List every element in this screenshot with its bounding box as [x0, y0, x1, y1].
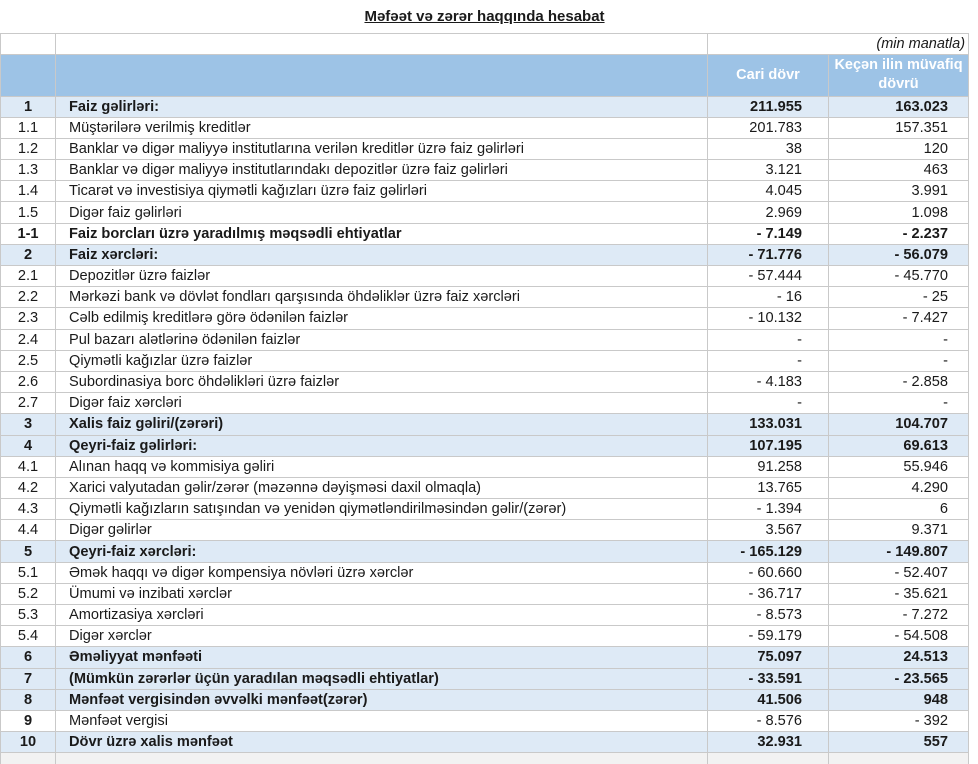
current-value-cell: 91.258 [708, 456, 829, 477]
previous-value-cell: - 2.858 [829, 371, 969, 392]
previous-value-cell: - 54.508 [829, 626, 969, 647]
unit-row [1, 33, 969, 54]
previous-value-cell: - 52.407 [829, 562, 969, 583]
row-number-cell: 2.5 [1, 350, 56, 371]
row-number-cell: 1-1 [1, 223, 56, 244]
row-label-cell: Depozitlər üzrə faizlər [56, 266, 708, 287]
row-label-cell: Müştərilərə verilmiş kreditlər [56, 117, 708, 138]
previous-value-cell: 104.707 [829, 414, 969, 435]
current-value-cell: - 71.776 [708, 244, 829, 265]
row-label-cell: Faiz gəlirləri: [56, 96, 708, 117]
row-number-cell: 5 [1, 541, 56, 562]
row-label-cell: Mənfəət vergisindən əvvəlki mənfəət(zərər) [56, 689, 708, 710]
table-row [1, 668, 969, 689]
row-number-cell: 4.1 [1, 456, 56, 477]
row-number-cell: 1 [1, 96, 56, 117]
table-row [1, 499, 969, 520]
previous-value-cell: - 45.770 [829, 266, 969, 287]
table-row [1, 541, 969, 562]
unit-row-number-cell [1, 33, 56, 54]
footer-label-cell [56, 753, 708, 764]
row-label-cell: Alınan haqq və kommisiya gəliri [56, 456, 708, 477]
table-row [1, 244, 969, 265]
table-row [1, 117, 969, 138]
previous-value-cell: 4.290 [829, 477, 969, 498]
current-value-cell: - 4.183 [708, 371, 829, 392]
current-value-cell: - [708, 329, 829, 350]
previous-value-cell: 24.513 [829, 647, 969, 668]
current-value-cell: - [708, 350, 829, 371]
current-value-cell: 107.195 [708, 435, 829, 456]
row-label-cell: Ticarət və investisiya qiymətli kağızları üzrə faiz gəlirləri [56, 181, 708, 202]
footer-previous-cell [829, 753, 969, 764]
previous-value-cell: 157.351 [829, 117, 969, 138]
row-number-cell: 2.6 [1, 371, 56, 392]
row-label-cell: Xarici valyutadan gəlir/zərər (məzənnə dəyişməsi daxil olmaqla) [56, 477, 708, 498]
previous-value-cell: 120 [829, 138, 969, 159]
row-number-cell: 1.1 [1, 117, 56, 138]
row-number-cell: 1.3 [1, 160, 56, 181]
previous-value-cell: - 7.272 [829, 605, 969, 626]
current-value-cell: - 165.129 [708, 541, 829, 562]
row-number-cell: 2.3 [1, 308, 56, 329]
row-number-cell: 1.5 [1, 202, 56, 223]
current-value-cell: 38 [708, 138, 829, 159]
table-row [1, 308, 969, 329]
previous-value-cell: 463 [829, 160, 969, 181]
previous-value-cell: - 392 [829, 710, 969, 731]
current-value-cell: 3.121 [708, 160, 829, 181]
table-row [1, 266, 969, 287]
row-label-cell: Banklar və digər maliyyə institutlarına verilən kreditlər üzrə faiz gəlirləri [56, 138, 708, 159]
unit-note: (min manatla) [708, 33, 969, 54]
table-header-row [1, 54, 969, 96]
table-row [1, 329, 969, 350]
unit-row-label-cell [56, 33, 708, 54]
previous-value-cell: 6 [829, 499, 969, 520]
table-row [1, 287, 969, 308]
current-value-cell: 201.783 [708, 117, 829, 138]
previous-value-cell: 1.098 [829, 202, 969, 223]
previous-value-cell: 55.946 [829, 456, 969, 477]
current-value-cell: - 8.573 [708, 605, 829, 626]
table-row [1, 393, 969, 414]
current-value-cell: 3.567 [708, 520, 829, 541]
previous-value-cell: 948 [829, 689, 969, 710]
row-label-cell: Qeyri-faiz gəlirləri: [56, 435, 708, 456]
table-row [1, 562, 969, 583]
previous-value-cell: 557 [829, 732, 969, 753]
current-value-cell: 211.955 [708, 96, 829, 117]
table-row [1, 160, 969, 181]
table-row [1, 605, 969, 626]
row-label-cell: Dövr üzrə xalis mənfəət [56, 732, 708, 753]
row-label-cell: Xalis faiz gəliri/(zərəri) [56, 414, 708, 435]
row-number-cell: 2.1 [1, 266, 56, 287]
row-label-cell: Qiymətli kağızlar üzrə faizlər [56, 350, 708, 371]
table-row [1, 223, 969, 244]
current-value-cell: - 10.132 [708, 308, 829, 329]
table-row [1, 350, 969, 371]
empty-footer-row [1, 753, 969, 764]
row-number-cell: 2.2 [1, 287, 56, 308]
previous-value-cell: - 149.807 [829, 541, 969, 562]
row-number-cell: 1.4 [1, 181, 56, 202]
table-row [1, 138, 969, 159]
row-label-cell: Əməliyyat mənfəəti [56, 647, 708, 668]
row-label-cell: Cəlb edilmiş kreditlərə görə ödənilən faizlər [56, 308, 708, 329]
header-current-period: Cari dövr [708, 54, 829, 96]
header-number-cell [1, 54, 56, 96]
previous-value-cell: - 56.079 [829, 244, 969, 265]
previous-value-cell: - [829, 350, 969, 371]
current-value-cell: - 8.576 [708, 710, 829, 731]
table-row [1, 626, 969, 647]
table-row [1, 732, 969, 753]
row-label-cell: Mərkəzi bank və dövlət fondları qarşısında öhdəliklər üzrə faiz xərcləri [56, 287, 708, 308]
table-row [1, 371, 969, 392]
current-value-cell: - 36.717 [708, 583, 829, 604]
row-number-cell: 2.4 [1, 329, 56, 350]
current-value-cell: 41.506 [708, 689, 829, 710]
previous-value-cell: - [829, 329, 969, 350]
title-row [1, 0, 969, 33]
table-row [1, 689, 969, 710]
row-number-cell: 3 [1, 414, 56, 435]
row-label-cell: Mənfəət vergisi [56, 710, 708, 731]
previous-value-cell: - 25 [829, 287, 969, 308]
previous-value-cell: 9.371 [829, 520, 969, 541]
row-number-cell: 9 [1, 710, 56, 731]
current-value-cell: - 1.394 [708, 499, 829, 520]
row-number-cell: 2.7 [1, 393, 56, 414]
current-value-cell: 4.045 [708, 181, 829, 202]
current-value-cell: - 59.179 [708, 626, 829, 647]
table-row [1, 583, 969, 604]
row-label-cell: Banklar və digər maliyyə institutlarındakı depozitlər üzrə faiz gəlirləri [56, 160, 708, 181]
row-number-cell: 8 [1, 689, 56, 710]
row-label-cell: Əmək haqqı və digər kompensiya növləri üzrə xərclər [56, 562, 708, 583]
row-number-cell: 5.1 [1, 562, 56, 583]
current-value-cell: 13.765 [708, 477, 829, 498]
current-value-cell: - 57.444 [708, 266, 829, 287]
row-label-cell: Amortizasiya xərcləri [56, 605, 708, 626]
current-value-cell: 133.031 [708, 414, 829, 435]
row-label-cell: Faiz xərcləri: [56, 244, 708, 265]
row-label-cell: Subordinasiya borc öhdəlikləri üzrə faizlər [56, 371, 708, 392]
row-number-cell: 1.2 [1, 138, 56, 159]
row-number-cell: 4.2 [1, 477, 56, 498]
row-number-cell: 5.4 [1, 626, 56, 647]
table-row [1, 477, 969, 498]
current-value-cell: 2.969 [708, 202, 829, 223]
current-value-cell: 32.931 [708, 732, 829, 753]
row-label-cell: Pul bazarı alətlərinə ödənilən faizlər [56, 329, 708, 350]
row-label-cell: Digər faiz gəlirləri [56, 202, 708, 223]
current-value-cell: - [708, 393, 829, 414]
row-label-cell: (Mümkün zərərlər üçün yaradılan məqsədli ehtiyatlar) [56, 668, 708, 689]
row-number-cell: 10 [1, 732, 56, 753]
row-number-cell: 5.2 [1, 583, 56, 604]
table-row [1, 520, 969, 541]
previous-value-cell: 69.613 [829, 435, 969, 456]
row-label-cell: Faiz borcları üzrə yaradılmış məqsədli ehtiyatlar [56, 223, 708, 244]
previous-value-cell: - 2.237 [829, 223, 969, 244]
table-row [1, 96, 969, 117]
table-row [1, 710, 969, 731]
previous-value-cell: 163.023 [829, 96, 969, 117]
current-value-cell: - 7.149 [708, 223, 829, 244]
table-row [1, 456, 969, 477]
row-number-cell: 7 [1, 668, 56, 689]
row-label-cell: Qiymətli kağızların satışından və yenidən qiymətləndirilməsindən gəlir/(zərər) [56, 499, 708, 520]
report-title: Məfəət və zərər haqqında hesabat [364, 7, 605, 25]
table-row [1, 647, 969, 668]
header-previous-period: Keçən ilin müvafiq dövrü [829, 54, 969, 96]
current-value-cell: - 33.591 [708, 668, 829, 689]
current-value-cell: - 16 [708, 287, 829, 308]
footer-current-cell [708, 753, 829, 764]
current-value-cell: 75.097 [708, 647, 829, 668]
row-label-cell: Digər xərclər [56, 626, 708, 647]
row-number-cell: 6 [1, 647, 56, 668]
footer-number-cell [1, 753, 56, 764]
row-number-cell: 5.3 [1, 605, 56, 626]
row-label-cell: Digər faiz xərcləri [56, 393, 708, 414]
previous-value-cell: 3.991 [829, 181, 969, 202]
previous-value-cell: - 7.427 [829, 308, 969, 329]
previous-value-cell: - [829, 393, 969, 414]
row-label-cell: Digər gəlirlər [56, 520, 708, 541]
row-number-cell: 4 [1, 435, 56, 456]
current-value-cell: - 60.660 [708, 562, 829, 583]
row-number-cell: 2 [1, 244, 56, 265]
table-row [1, 202, 969, 223]
row-label-cell: Qeyri-faiz xərcləri: [56, 541, 708, 562]
previous-value-cell: - 35.621 [829, 583, 969, 604]
previous-value-cell: - 23.565 [829, 668, 969, 689]
row-number-cell: 4.4 [1, 520, 56, 541]
table-row [1, 181, 969, 202]
row-number-cell: 4.3 [1, 499, 56, 520]
table-row [1, 414, 969, 435]
table-row [1, 435, 969, 456]
row-label-cell: Ümumi və inzibati xərclər [56, 583, 708, 604]
header-label-cell [56, 54, 708, 96]
